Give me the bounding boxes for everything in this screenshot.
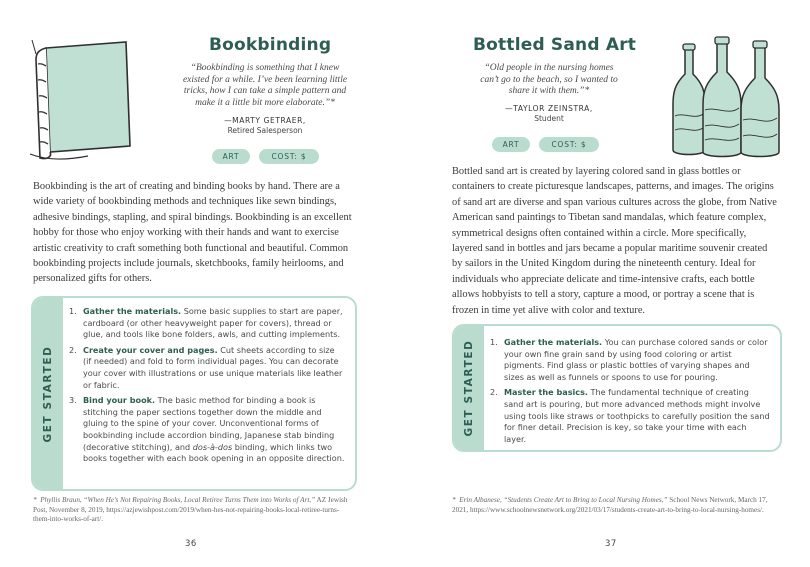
page-title: Bottled Sand Art [473, 35, 637, 55]
get-started-label: GET STARTED [42, 345, 54, 442]
category-tag: ART [492, 137, 530, 152]
step-heading: Master the basics. [504, 387, 588, 398]
step-number: 1. [69, 306, 77, 316]
get-started-box [452, 324, 782, 452]
step-text: The fundamental technique of creating sand art is pouring, but more advanced methods might involve using tools like straws or toothpicks to carefully position the sand for finer detail. Precision is key, so take your time with each layer. [504, 387, 770, 444]
step-heading: Gather the materials. [83, 306, 182, 316]
step-number: 1. [490, 337, 498, 347]
footnote [452, 496, 774, 515]
footnote-source: School News Network, March 17, 2021, https://www.schoolnewsnetwork.org/2021/03/17/students-create-art-to-bring-to-local-nursing-homes/. [452, 496, 768, 514]
step-text-italic: dos-à-dos [192, 441, 233, 452]
get-started-label: GET STARTED [463, 339, 475, 437]
cost-tag: COST: $ [259, 149, 319, 164]
intro-paragraph: Bookbinding is the art of creating and binding books by hand. There are a wide variety of bookbinding methods and techniques like sewn bindings, adhesive bindings, stapling, and spiral bindings. Bookbinding is an excellent hobby for those who enjoy working with their hands and want to exercise artistic creativity to craft something both functional and beautiful. Common bookbinding projects include journals, sketchbooks, family heirlooms, and personalized gifts for others. [33, 181, 352, 285]
steps-list [69, 306, 345, 469]
step-item [69, 345, 345, 391]
step-heading: Create your cover and pages. [83, 344, 218, 355]
step-text: You can purchase colored sands or color your own fine grain sand by using food coloring or artist pigments. Find glass or plastic bottles of varying shapes and sizes as well as funnels or spoons to use for pouring. [504, 337, 768, 382]
footnote-source: AZ Jewish Post, November 8, 2019, https://azjewishpost.com/2019/when-hes-not-repairing-books-local-retiree-turns-them-into-works-of-art/. [33, 496, 348, 524]
get-started-tab [454, 326, 484, 450]
step-text: Cut sheets according to size (if needed) and fold to form individual pages. You can decorate your cover with illustrations or use unique materials like leather or fabric. [83, 344, 343, 390]
footnote-marker: * [33, 496, 37, 504]
footnote-marker: * [452, 496, 456, 504]
page-number: 37 [605, 539, 617, 549]
right-page [405, 0, 810, 567]
step-item [69, 306, 345, 341]
step-number: 2. [490, 387, 498, 398]
page-title: Bookbinding [209, 35, 332, 55]
step-heading: Gather the materials. [504, 337, 603, 347]
quote-attribution-role: Student [534, 114, 564, 123]
step-text: The basic method for binding a book is stitching the paper sections together down the middle and gluing to the spine of your cover. Unconventional forms of bookbinding include accordion binding, Japanese stab binding (decorative stitching), and [83, 395, 335, 452]
bottles-illustration [667, 32, 787, 160]
book-illustration [28, 34, 146, 162]
step-item [69, 395, 345, 465]
quote-attribution-name: —MARTY GETRAER, [224, 116, 306, 125]
intro-paragraph: Bottled sand art is created by layering colored sand in glass bottles or containers to create picturesque landscapes, patterns, and images. The origins of sand art are diverse and span various cultures across the globe, from Native American sand paintings to Tibetan sand mandalas, which feature complex, symmetrical designs often contained within a circle. More specifically, layered sand in bottles and jars became a popular maritime souvenir created by sailors in the United Kingdom during the nineteenth century. Ideal for individuals who appreciate delicate and time-intensive crafts, each bottle allows hobbyists to tell a story, capture a mood, or portray a scene that is frozen in time yet alive with color and texture. [452, 166, 777, 316]
step-number: 2. [69, 344, 77, 355]
step-number: 3. [69, 395, 77, 406]
quote-attribution-role: Retired Salesperson [227, 126, 303, 135]
steps-list [490, 337, 770, 449]
footnote [33, 496, 351, 525]
footnote-citation: Erin Albanese, “Students Create Art to Bring to Local Nursing Homes,” [459, 496, 668, 504]
epigraph-quote: “Old people in the nursing homes can’t go to the beach, so I wanted to share it with them.”* [480, 63, 618, 96]
step-item [490, 387, 770, 445]
epigraph-quote: “Bookbinding is something that I knew existed for a while. I’ve been learning little tricks, how I can take a simple pattern and make it a little bit more elaborate.”* [182, 63, 348, 108]
step-text: Some basic supplies to start are paper, cardboard (or other heavyweight paper for covers), thread or glue, and tools like bone folders, awls, and cutting implements. [83, 306, 343, 340]
footnote-citation: Phyllis Braun, “When He’s Not Repairing Books, Local Retiree Turns Them into Works of Art,” [40, 496, 316, 504]
cost-tag: COST: $ [539, 137, 599, 152]
page-number: 36 [185, 539, 197, 549]
get-started-tab [33, 298, 63, 489]
get-started-box [31, 296, 357, 491]
step-item [490, 337, 770, 383]
category-tag: ART [212, 149, 250, 164]
step-heading: Bind your book. [83, 395, 156, 406]
step-text: binding, which links two books together with each book opening in an opposite direction. [83, 441, 345, 464]
quote-attribution-name: —TAYLOR ZEINSTRA, [505, 104, 593, 113]
